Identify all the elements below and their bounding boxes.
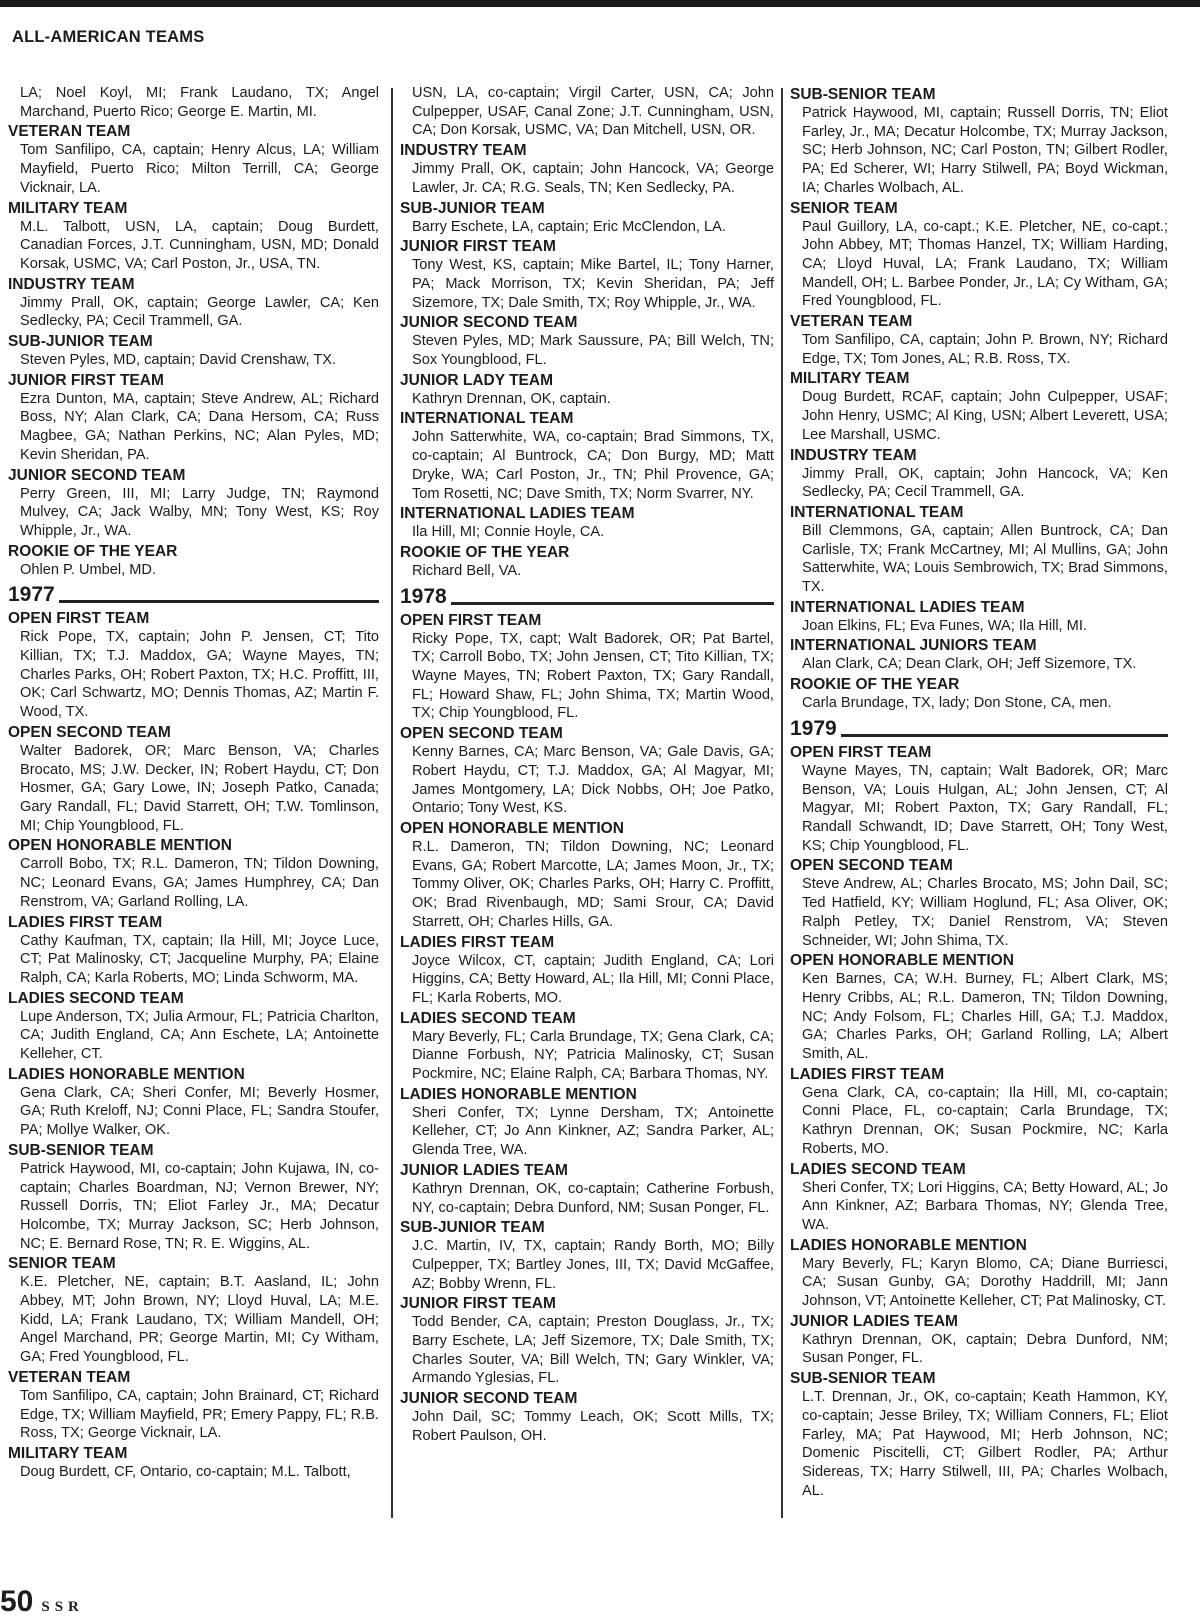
team-members: Joan Elkins, FL; Eva Funes, WA; Ila Hill, MI.: [802, 617, 1087, 634]
year-header: [400, 586, 774, 608]
team-section: [790, 1236, 1168, 1311]
year-header: [8, 584, 379, 606]
team-heading: SUB-SENIOR TEAM: [790, 1370, 936, 1388]
team-section: [400, 1294, 774, 1388]
column-divider-2: [781, 88, 783, 1518]
team-section: [8, 542, 379, 580]
team-heading: INDUSTRY TEAM: [790, 446, 917, 464]
team-heading: LADIES HONORABLE MENTION: [8, 1065, 245, 1083]
team-section: [400, 819, 774, 932]
year-label: 1979: [790, 716, 837, 740]
team-heading: JUNIOR FIRST TEAM: [400, 1295, 556, 1313]
team-section: [8, 371, 379, 465]
team-members: Ila Hill, MI; Connie Hoyle, CA.: [412, 524, 605, 541]
team-section: [8, 1065, 379, 1140]
team-heading: INTERNATIONAL JUNIORS TEAM: [790, 637, 1037, 655]
team-members: Lupe Anderson, TX; Julia Armour, FL; Patricia Charlton, CA; Judith England, CA; Ann Eschete, LA; Antoinette Kelleher, CT.: [20, 1008, 379, 1063]
team-heading: VETERAN TEAM: [8, 123, 131, 141]
team-section: [400, 611, 774, 724]
year-rule: [59, 600, 379, 603]
publication-mark: SSR: [41, 1599, 84, 1615]
team-members: Ezra Dunton, MA, captain; Steve Andrew, AL; Richard Boss, NY; Alan Clark, CA; Dana Hersom, CA; Russ Magbee, GA; Nathan Perkins, NC; Alan Pyles, MD; Kevin Sheridan, PA.: [20, 390, 379, 463]
team-section: [790, 85, 1168, 198]
team-section: [400, 933, 774, 1008]
column-1: [8, 84, 383, 1584]
team-members: Gena Clark, CA, co-captain; Ila Hill, MI, co-captain; Conni Place, FL, co-captain; Carla Brundage, TX; Kathryn Drennan, OK; Susan Pockmire, NC; Karla Roberts, MO.: [802, 1084, 1168, 1157]
team-section: [8, 609, 379, 722]
team-members: Alan Clark, CA; Dean Clark, OH; Jeff Sizemore, TX.: [802, 656, 1137, 673]
team-heading: OPEN HONORABLE MENTION: [400, 819, 624, 837]
team-heading: SENIOR TEAM: [8, 1255, 116, 1273]
team-heading: INTERNATIONAL LADIES TEAM: [790, 598, 1025, 616]
team-heading: INTERNATIONAL LADIES TEAM: [400, 505, 635, 523]
team-section: [400, 1009, 774, 1084]
team-section: [790, 446, 1168, 502]
team-members: Carla Brundage, TX, lady; Don Stone, CA, men.: [802, 695, 1112, 712]
team-members: Kathryn Drennan, OK, captain; Debra Dunford, NM; Susan Ponger, FL.: [802, 1331, 1168, 1367]
team-heading: LADIES HONORABLE MENTION: [400, 1085, 637, 1103]
team-section: [790, 1312, 1168, 1368]
team-section: [8, 466, 379, 541]
team-section: [400, 371, 774, 409]
team-members: Gena Clark, CA; Sheri Confer, MI; Beverly Hosmer, GA; Ruth Kreloff, NJ; Conni Place, FL; Sandra Stoufer, PA; Mollye Walker, OK.: [20, 1084, 379, 1139]
team-members: Ken Barnes, CA; W.H. Burney, FL; Albert Clark, MS; Henry Cribbs, AL; R.L. Dameron, TN; Tildon Downing, NC; Andy Folsom, FL; Charles Hill, GA; T.J. Maddox, GA; Charles Parks, OH; Garland Rolling, LA; Albert Smith, AL.: [802, 971, 1168, 1063]
team-section: [400, 199, 774, 237]
team-section: [790, 1369, 1168, 1500]
team-members: Kenny Barnes, CA; Marc Benson, VA; Gale Davis, GA; Robert Haydu, CT; T.J. Maddox, GA; Al Magyar, MI; James Montgomery, LA; Dick Nobbs, OH; Joe Patko, Ontario; Tony West, KS.: [412, 744, 774, 817]
team-section: [8, 199, 379, 274]
team-section: [8, 836, 379, 911]
team-section: [400, 313, 774, 369]
team-section: [400, 1389, 774, 1445]
team-heading: LADIES SECOND TEAM: [8, 989, 184, 1007]
team-heading: INDUSTRY TEAM: [400, 142, 527, 160]
team-section: [400, 1085, 774, 1160]
team-section: [8, 1368, 379, 1443]
team-heading: ROOKIE OF THE YEAR: [400, 543, 570, 561]
team-members: Steven Pyles, MD; Mark Saussure, PA; Bill Welch, TN; Sox Youngblood, FL.: [412, 333, 774, 369]
team-members: Steve Andrew, AL; Charles Brocato, MS; John Dail, SC; Ted Hatfield, KY; William Hoglund, FL; Asa Oliver, OK; Ralph Petley, TX; Daniel Renstrom, VA; Steven Schneider, WI; John Shima, TX.: [802, 876, 1168, 949]
year-label: 1977: [8, 583, 55, 607]
team-members: J.C. Martin, IV, TX, captain; Randy Borth, MO; Billy Culpepper, TX; Bartley Jones, III, TX; David McGaffee, AZ; Bobby Wrenn, FL.: [412, 1238, 774, 1292]
team-heading: SUB-SENIOR TEAM: [8, 1141, 154, 1159]
team-heading: INTERNATIONAL TEAM: [400, 410, 574, 428]
team-members: Doug Burdett, RCAF, captain; John Culpepper, USAF; John Henry, USMC; Al King, USN; Albert Leverett, USA; Lee Marshall, USMC.: [802, 389, 1168, 443]
team-members: Steven Pyles, MD, captain; David Crenshaw, TX.: [20, 352, 337, 369]
team-heading: JUNIOR LADY TEAM: [400, 371, 554, 389]
team-heading: LADIES FIRST TEAM: [400, 933, 555, 951]
team-heading: INDUSTRY TEAM: [8, 275, 135, 293]
team-section: [400, 1218, 774, 1293]
team-section: [400, 543, 774, 581]
column-2: [400, 84, 778, 1584]
team-members: Tom Sanfilipo, CA, captain; John P. Brown, NY; Richard Edge, TX; Tom Jones, AL; R.B. Ross, TX.: [802, 332, 1168, 367]
team-heading: ROOKIE OF THE YEAR: [790, 676, 960, 694]
team-section: [400, 141, 774, 197]
team-members: Paul Guillory, LA, co-capt.; K.E. Pletcher, NE, co-capt.; John Abbey, MT; Thomas Hanzel, TX; William Harding, CA; Lloyd Huval, LA; Frank Laudano, TX; William Mandell, OH; L. Barbee Ponder, Jr., LA; Cy Witham, GA; Fred Youngblood, FL.: [802, 218, 1168, 310]
team-members: Todd Bender, CA, captain; Preston Douglass, Jr., TX; Barry Eschete, LA; Jeff Sizemore, TX; Dale Smith, TX; Charles Souter, VA; Bill Welch, TN; Gary Winkler, VA; Armando Yglesias, FL.: [412, 1314, 774, 1387]
team-heading: LADIES HONORABLE MENTION: [790, 1236, 1027, 1254]
team-members: Doug Burdett, CF, Ontario, co-captain; M.L. Talbott,: [20, 1463, 351, 1480]
team-section: [8, 1444, 379, 1482]
team-members: Jimmy Prall, OK, captain; John Hancock, VA; Ken Sedlecky, PA; Cecil Trammell, GA.: [802, 465, 1168, 501]
team-heading: LADIES FIRST TEAM: [790, 1065, 945, 1083]
team-section: [790, 312, 1168, 368]
team-heading: MILITARY TEAM: [8, 1444, 128, 1462]
team-section: [400, 504, 774, 542]
team-heading: ROOKIE OF THE YEAR: [8, 542, 178, 560]
team-section: [8, 989, 379, 1064]
team-members: Jimmy Prall, OK, captain; John Hancock, VA; George Lawler, Jr. CA; R.G. Seals, TN; Ken Sedlecky, PA.: [412, 161, 774, 196]
team-members: Rick Pope, TX, captain; John P. Jensen, CT; Tito Killian, TX; T.J. Maddox, GA; Wayne Mayes, TN; Charles Parks, OH; Robert Paxton, TX; H.C. Proffitt, III, OK; Carl Schwartz, MO; Dennis Thomas, AZ; Martin F. Wood, TX.: [20, 629, 379, 721]
team-members: Jimmy Prall, OK, captain; George Lawler, CA; Ken Sedlecky, PA; Cecil Trammell, GA.: [20, 294, 379, 330]
team-members: K.E. Pletcher, NE, captain; B.T. Aasland, IL; John Abbey, MT; John Brown, NY; Lloyd Huval, LA; M.E. Kidd, LA; Frank Laudano, TX; William Mandell, OH; Angel Marchand, PR; George Martin, MI; Cy Witham, GA; Fred Youngblood, FL.: [20, 1274, 379, 1366]
team-members: John Dail, SC; Tommy Leach, OK; Scott Mills, TX; Robert Paulson, OH.: [412, 1409, 774, 1444]
team-section: [790, 856, 1168, 950]
team-members: John Satterwhite, WA, co-captain; Brad Simmons, TX, co-captain; Al Buntrock, CA; Don Burgy, MD; Matt Dryke, WA; Carl Poston, Jr., TN; Phil Provence, GA; Tom Rosetti, NC; Dave Smith, TX; Norm Svarrer, NY.: [412, 429, 774, 502]
team-heading: JUNIOR SECOND TEAM: [8, 466, 186, 484]
team-members: M.L. Talbott, USN, LA, captain; Doug Burdett, Canadian Forces, J.T. Cunningham, USN, MD; Donald Korsak, USMC, VA; Carl Poston, Jr., USA, TN.: [20, 218, 379, 272]
team-members: Kathryn Drennan, OK, co-captain; Catherine Forbush, NY, co-captain; Debra Dunford, NM; Susan Ponger, FL.: [412, 1180, 774, 1216]
team-section: [400, 409, 774, 503]
team-section: [8, 275, 379, 331]
page-footer: [0, 1585, 84, 1619]
year-rule: [841, 734, 1168, 737]
team-section: [790, 675, 1168, 713]
team-section: [400, 724, 774, 818]
column-3: [790, 84, 1172, 1584]
team-heading: OPEN FIRST TEAM: [8, 610, 150, 628]
top-edge-bar: [0, 0, 1200, 7]
team-members: Patrick Haywood, MI, captain; Russell Dorris, TN; Eliot Farley, Jr., MA; Decatur Holcombe, TX; Murray Jackson, SC; Herb Johnson, NC; Carl Poston, TN; Gilbert Rodler, PA; Ed Scherer, WI; Harry Stilwell, PA; Boyd Wickman, IA; Charles Wolbach, AL.: [802, 105, 1168, 196]
team-heading: OPEN HONORABLE MENTION: [790, 952, 1014, 970]
team-section: [8, 332, 379, 370]
team-heading: LADIES SECOND TEAM: [400, 1009, 576, 1027]
team-heading: JUNIOR LADIES TEAM: [790, 1312, 958, 1330]
team-members: Ohlen P. Umbel, MD.: [20, 561, 156, 578]
team-section: [8, 122, 379, 197]
team-members: Tom Sanfilipo, CA, captain; Henry Alcus, LA; William Mayfield, Puerto Rico; Milton Terrill, CA; George Vicknair, LA.: [20, 142, 379, 196]
team-members: R.L. Dameron, TN; Tildon Downing, NC; Leonard Evans, GA; Robert Marcotte, LA; James Moon, Jr., TX; Tommy Oliver, OK; Charles Parks, OH; Harry C. Proffitt, OK; Brad Rivenbaugh, MD; Sami Srour, CA; David Starrett, OH; Charles Hills, GA.: [412, 838, 774, 930]
team-members: Carroll Bobo, TX; R.L. Dameron, TN; Tildon Downing, NC; Leonard Evans, GA; James Humphrey, CA; Dan Renstrom, VA; Garland Rolling, LA.: [20, 856, 379, 910]
team-members: Joyce Wilcox, CT, captain; Judith England, CA; Lori Higgins, CA; Betty Howard, AL; Ila Hill, MI; Conni Place, FL; Karla Roberts, MO.: [412, 952, 774, 1006]
team-members: Ricky Pope, TX, capt; Walt Badorek, OR; Pat Bartel, TX; Carroll Bobo, TX; John Jensen, CT; Tito Killian, TX; Wayne Mayes, TN; Robert Paxton, TX; Gary Randall, FL; Howard Shaw, FL; John Shima, TX; Martin Wood, TX; Chip Youngblood, FL.: [412, 630, 774, 722]
team-members: Cathy Kaufman, TX, captain; Ila Hill, MI; Joyce Luce, CT; Pat Malinosky, CT; Jacqueline Murphy, PA; Elaine Ralph, CA; Karla Roberts, MO; Linda Schworm, MA.: [20, 932, 379, 986]
team-heading: OPEN FIRST TEAM: [400, 611, 542, 629]
continued-text: USN, LA, co-captain; Virgil Carter, USN, CA; John Culpepper, USAF, Canal Zone; J.T. Cunningham, USN, CA; Don Korsak, USMC, VA; Dan Mitchell, USN, OR.: [412, 85, 774, 139]
team-section: [790, 743, 1168, 856]
year-header: [790, 718, 1168, 740]
team-heading: OPEN HONORABLE MENTION: [8, 837, 232, 855]
team-section: [790, 598, 1168, 636]
team-heading: OPEN SECOND TEAM: [790, 857, 953, 875]
team-members: Sheri Confer, TX; Lynne Dersham, TX; Antoinette Kelleher, CT; Jo Ann Kinkner, AZ; Sandra Parker, AL; Glenda Tree, WA.: [412, 1104, 774, 1159]
team-heading: MILITARY TEAM: [8, 199, 128, 217]
page-number: 50: [0, 1585, 34, 1618]
team-members: Perry Green, III, MI; Larry Judge, TN; Raymond Mulvey, CA; Jack Walby, MN; Tony West, KS; Roy Whipple, Jr., WA.: [20, 485, 379, 539]
team-section: [8, 1141, 379, 1254]
team-section: [790, 1065, 1168, 1159]
continued-text: LA; Noel Koyl, MI; Frank Laudano, TX; Angel Marchand, Puerto Rico; George E. Martin, MI.: [20, 85, 379, 120]
team-section: [400, 1161, 774, 1217]
team-heading: JUNIOR SECOND TEAM: [400, 314, 578, 332]
team-section: [790, 503, 1168, 597]
team-members: Richard Bell, VA.: [412, 562, 522, 579]
team-section: [8, 1254, 379, 1367]
year-rule: [451, 602, 774, 605]
team-members: Mary Beverly, FL; Karyn Blomo, CA; Diane Burriesci, CA; Susan Gunby, GA; Dorothy Haddrill, MI; Jann Johnson, VT; Antoinette Kelleher, CT; Pat Malinosky, CT.: [802, 1255, 1168, 1310]
team-heading: OPEN SECOND TEAM: [400, 725, 563, 743]
team-heading: SUB-JUNIOR TEAM: [8, 333, 153, 351]
team-members: Wayne Mayes, TN, captain; Walt Badorek, OR; Marc Benson, VA; Louis Hulgan, AL; John Jensen, CT; Al Magyar, MI; Robert Paxton, TX; Gary Randall, FL; Randall Schwandt, ID; Dave Starrett, OH; Tony West, KS; Chip Youngblood, FL.: [802, 762, 1168, 854]
team-section: [8, 723, 379, 836]
team-heading: JUNIOR SECOND TEAM: [400, 1390, 578, 1408]
team-heading: JUNIOR FIRST TEAM: [8, 371, 164, 389]
team-heading: OPEN FIRST TEAM: [790, 743, 932, 761]
team-heading: LADIES SECOND TEAM: [790, 1160, 966, 1178]
year-label: 1978: [400, 584, 447, 608]
team-heading: SUB-JUNIOR TEAM: [400, 1219, 545, 1237]
team-heading: SUB-JUNIOR TEAM: [400, 199, 545, 217]
team-heading: SENIOR TEAM: [790, 199, 898, 217]
team-heading: MILITARY TEAM: [790, 370, 910, 388]
team-members: Kathryn Drennan, OK, captain.: [412, 390, 611, 407]
team-section: [8, 913, 379, 988]
team-section: [790, 369, 1168, 444]
team-members: Mary Beverly, FL; Carla Brundage, TX; Gena Clark, CA; Dianne Forbush, NY; Patricia Malinosky, CT; Susan Pockmire, NC; Elaine Ralph, CA; Barbara Thomas, NY.: [412, 1028, 774, 1083]
team-heading: VETERAN TEAM: [790, 313, 913, 331]
team-members: Tom Sanfilipo, CA, captain; John Brainard, CT; Richard Edge, TX; William Mayfield, PR; Emery Pappy, FL; R.B. Ross, TX; George Vicknair, LA.: [20, 1387, 379, 1442]
team-heading: SUB-SENIOR TEAM: [790, 86, 936, 103]
team-members: Bill Clemmons, GA, captain; Allen Buntrock, CA; Dan Carlisle, TX; Frank McCartney, MI; Al Mullins, GA; John Satterwhite, WA; Louis Sembrowich, TX; Brad Simmons, TX.: [802, 522, 1168, 596]
team-section: [400, 237, 774, 312]
page-title: ALL-AMERICAN TEAMS: [12, 28, 205, 46]
column-divider-1: [391, 88, 393, 1518]
team-heading: INTERNATIONAL TEAM: [790, 503, 964, 521]
team-members: Tony West, KS, captain; Mike Bartel, IL; Tony Harner, PA; Mack Morrison, TX; Kevin Sheridan, PA; Jeff Sizemore, TX; Dale Smith, TX; Roy Whipple, Jr., WA.: [412, 257, 774, 311]
team-heading: LADIES FIRST TEAM: [8, 913, 163, 931]
team-members: Barry Eschete, LA, captain; Eric McClendon, LA.: [412, 218, 726, 235]
team-section: [790, 951, 1168, 1064]
team-members: Patrick Haywood, MI, co-captain; John Kujawa, IN, co-captain; Charles Boardman, NJ; Vernon Brewer, NY; Russell Dorris, TN; Eliot Farley Jr., MA; Decatur Holcombe, TX; Murray Jackson, SC; Herb Johnson, NC; E. Bernard Rose, TN; R. E. Wiggins, AL.: [20, 1160, 379, 1252]
team-section: [790, 636, 1168, 674]
team-members: Walter Badorek, OR; Marc Benson, VA; Charles Brocato, MS; J.W. Decker, IN; Robert Haydu, CT; Don Hosmer, GA; Gary Lowe, IN; Joseph Patko, Canada; Gary Randall, FL; David Starrett, OH; T.W. Tomlinson, MI; Chip Youngblood, FL.: [20, 742, 379, 834]
team-members: Sheri Confer, TX; Lori Higgins, CA; Betty Howard, AL; Jo Ann Kinkner, AZ; Barbara Thomas, NY; Glenda Tree, WA.: [802, 1179, 1168, 1233]
team-section: [790, 199, 1168, 312]
team-heading: VETERAN TEAM: [8, 1368, 131, 1386]
team-heading: OPEN SECOND TEAM: [8, 723, 171, 741]
team-section: [790, 1160, 1168, 1235]
team-heading: JUNIOR LADIES TEAM: [400, 1161, 568, 1179]
team-members: L.T. Drennan, Jr., OK, co-captain; Keath Hammon, KY, co-captain; Jesse Briley, TX; William Conners, FL; Eliot Farley, MA; Pat Haywood, MI; Herb Johnson, NC; Domenic Piscitelli, CT; Gilbert Rodler, PA; Arthur Sidereas, TX; Harry Stilwell, III, PA; Charles Wolbach, AL.: [802, 1389, 1168, 1499]
team-heading: JUNIOR FIRST TEAM: [400, 238, 556, 256]
